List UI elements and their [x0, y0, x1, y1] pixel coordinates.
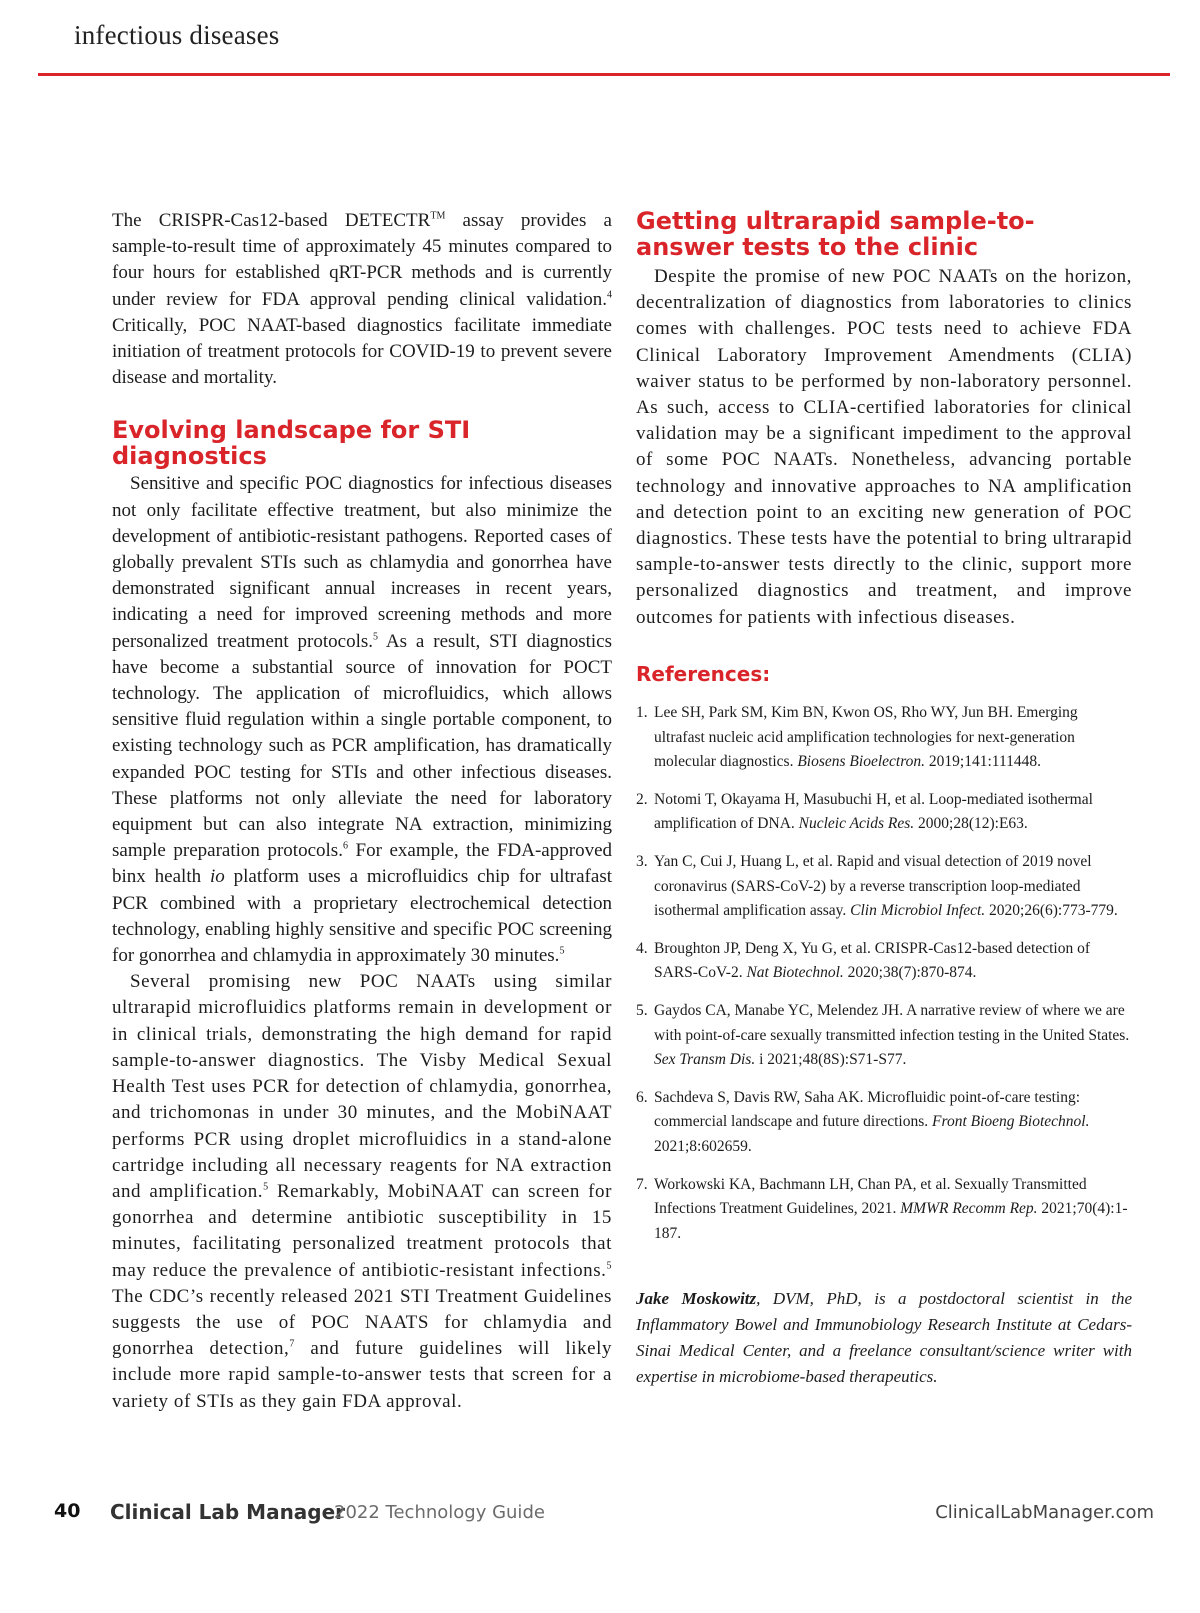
reference-item: 5. Gaydos CA, Manabe YC, Melendez JH. A narrative review of where we are with point-of-care sexually transmitted infection testing in the United States. Sex Transm Dis. i 2021;48(8S):S71-S77.	[636, 1001, 1130, 1069]
page-number: 40	[54, 1500, 81, 1522]
paragraph-clinic: Despite the promise of new POC NAATs on the horizon, decentralization of diagnostics from laboratories to clinics comes with challenges. POC tests need to achieve FDA Clinical Laboratory Improvement Amendments (CLIA) waiver status to be performed by non-laboratory personnel. As such, access to CLIA-certified laboratories for clinical validation may be a significant impediment to the approval of some POC NAATs. Nonetheless, advancing portable technology and innovative approaches to NA amplification and detection point to an exciting new generation of POC diagnostics. These tests have the potential to bring ultrarapid sample-to-answer tests directly to the clinic, support more personalized diagnostics and treatment, and improve outcomes for patients with infectious diseases.	[636, 266, 1132, 628]
header-rule	[38, 73, 1170, 76]
heading-ultrarapid: Getting ultrarapid sample-to-answer tests to the clinic	[636, 207, 1035, 261]
author-name: Jake Moskowitz	[636, 1289, 757, 1309]
issue-title: 2022 Technology Guide	[334, 1502, 545, 1523]
magazine-title: Clinical Lab Manager	[110, 1500, 346, 1524]
right-column	[636, 208, 1132, 1390]
left-column	[112, 208, 612, 1415]
reference-item: 1. Lee SH, Park SM, Kim BN, Kwon OS, Rho WY, Jun BH. Emerging ultrafast nucleic acid amplification technologies for next-generation molecular diagnostics. Biosens Bioelectron. 2019;141:111448.	[636, 704, 1078, 771]
page-footer	[54, 1500, 1154, 1530]
reference-item: 6. Sachdeva S, Davis RW, Saha AK. Microfluidic point-of-care testing: commercial landscape and future directions. Front Bioeng Biotechnol. 2021;8:602659.	[636, 1088, 1090, 1155]
references-list	[636, 701, 1132, 1246]
heading-sti-diagnostics: Evolving landscape for STI diagnostics	[112, 416, 471, 471]
website-link[interactable]: ClinicalLabManager.com	[935, 1502, 1154, 1523]
references-heading: References:	[636, 661, 771, 686]
paragraph-sti: Sensitive and specific POC diagnostics for infectious diseases not only facilitate effective treatment, but also minimize the development of antibiotic-resistant pathogens. Reported cases of globally prevalent STIs such as chlamydia and gonorrhea have demonstrated significant annual increases in recent years, indicating a need for improved screening methods and more personalized treatment protocols.$^5$ As a result, STI diagnostics have become a substantial source of innovation for POCT technology. The application of microfluidics, which allows sensitive fluid regulation within a single portable component, to existing technology such as PCR amplification, has dramatically expanded POC testing for STIs and other infectious diseases. These platforms not only alleviate the need for laboratory equipment but can also integrate NA extraction, minimizing sample preparation protocols.$^6$ For example, the FDA-approved binx health io platform uses a microfluidics chip for ultrafast PCR combined with a proprietary electrochemical detection technology, enabling highly sensitive and specific POC screening for gonorrhea and chlamydia in approximately 30 minutes.$^5$	[112, 473, 613, 967]
reference-item: 7. Workowski KA, Bachmann LH, Chan PA, et al. Sexually Transmitted Infections Treatment Guidelines, 2021. MMWR Recomm Rep. 2021;70(4):1-187.	[636, 1175, 1128, 1242]
reference-item: 2. Notomi T, Okayama H, Masubuchi H, et al. Loop-mediated isothermal amplification of DNA. Nucleic Acids Res. 2000;28(12):E63.	[636, 790, 1093, 833]
paragraph-naats: Several promising new POC NAATs using similar ultrarapid microfluidics platforms remain in development or in clinical trials, demonstrating the high demand for rapid sample-to-answer diagnostics. The Visby Medical Sexual Health Test uses PCR for detection of chlamydia, gonorrhea, and trichomonas in under 30 minutes, and the MobiNAAT performs PCR using droplet microfluidics in a stand-alone cartridge including all necessary reagents for NA extraction and amplification.$^5$ Remarkably, MobiNAAT can screen for gonorrhea and determine antibiotic susceptibility in 15 minutes, facilitating personalized treatment protocols that may reduce the prevalence of antibiotic-resistant infections.$^5$ The CDC’s recently released 2021 STI Treatment Guidelines suggests the use of POC NAATS for chlamydia and gonorrhea detection,$^7$ and future guidelines will likely include more rapid sample-to-answer tests that screen for a variety of STIs as they gain FDA approval.	[112, 971, 612, 1412]
section-label: infectious diseases	[74, 20, 280, 50]
reference-item: 4. Broughton JP, Deng X, Yu G, et al. CRISPR-Cas12-based detection of SARS-CoV-2. Nat Biotechnol. 2020;38(7):870-874.	[636, 939, 1090, 982]
paragraph-detectr: The CRISPR-Cas12-based DETECTR™ assay provides a sample-to-result time of approximately 45 minutes compared to four hours for established qRT-PCR methods and is currently under review for FDA approval pending clinical validation.$^4$ Critically, POC NAAT-based diagnostics facilitate immediate initiation of treatment protocols for COVID-19 to prevent severe disease and mortality.	[112, 210, 612, 389]
author-bio: Jake Moskowitz, DVM, PhD, is a postdoctoral scientist in the Inflammatory Bowel and Immunobiology Research Institute at Cedars-Sinai Medical Center, and a freelance consultant/science writer with expertise in microbiome-based therapeutics.	[636, 1289, 1132, 1387]
reference-item: 3. Yan C, Cui J, Huang L, et al. Rapid and visual detection of 2019 novel coronavirus (SARS-CoV-2) by a reverse transcription loop-mediated isothermal amplification assay. Clin Microbiol Infect. 2020;26(6):773-779.	[636, 853, 1118, 920]
